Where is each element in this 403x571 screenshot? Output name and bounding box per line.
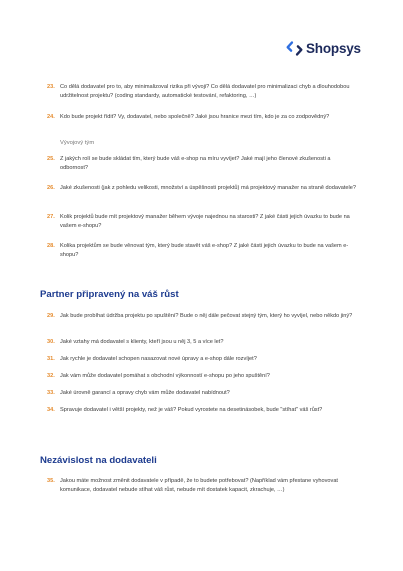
question-number: 27. (47, 214, 55, 220)
section-title-independence: Nezávislost na dodavateli (40, 455, 157, 466)
shopsys-logo-icon (286, 40, 303, 57)
question-35 (47, 477, 359, 494)
question-text: Kolik projektů bude mít projektový manažer během vývoje najednou na starosti? Z jaké části jejich úvazku to bude na vašem e-shopu? (60, 214, 350, 229)
question-text: Jaké zkušenosti (jak z pohledu velikosti, množství a úspěšnosti projektů) má projektový manažer na straně dodavatele? (60, 185, 356, 191)
question-26 (47, 184, 359, 193)
question-text: Jaké úrovně garancí a opravy chyb vám může dodavatel nabídnout? (60, 390, 230, 396)
question-29 (47, 312, 359, 321)
question-text: Jak rychle je dodavatel schopen nasazovat nové úpravy a e-shop dále rozvíjet? (60, 356, 257, 362)
question-28 (47, 242, 359, 259)
question-33 (47, 389, 359, 398)
question-text: Spravuje dodavatel i větší projekty, než je váš? Pokud vyrostete na desetinásobek, bude "stíhat" váš růst? (60, 407, 323, 413)
question-number: 32. (47, 373, 55, 379)
question-30 (47, 338, 359, 347)
question-number: 35. (47, 478, 55, 484)
question-text: Jaké vztahy má dodavatel s klienty, kteří jsou u něj 3, 5 a více let? (60, 339, 224, 345)
question-text: Kdo bude projekt řídit? Vy, dodavatel, nebo společně? Jaké jsou hranice mezi tím, kdo je za co zodpovědný? (60, 114, 330, 120)
question-text: Kolika projektům se bude věnovat tým, který bude stavět váš e-shop? Z jaké části jejich úvazku to bude na vašem e-shopu? (60, 243, 349, 258)
question-31 (47, 355, 359, 364)
question-text: Jak bude probíhat údržba projektu po spuštění? Bude o něj dále pečovat stejný tým, který ho vyvíjel, nebo někdo jiný? (60, 313, 353, 319)
question-number: 29. (47, 313, 55, 319)
question-number: 28. (47, 243, 55, 249)
question-number: 25. (47, 156, 55, 162)
question-25 (47, 155, 359, 172)
question-text: Z jakých rolí se bude skládat tím, který bude váš e-shop na míru vyvíjet? Jaké mají jeho členové zkušenosti a odbornost? (60, 156, 331, 171)
question-number: 23. (47, 84, 55, 90)
question-number: 31. (47, 356, 55, 362)
question-32 (47, 372, 359, 381)
question-text: Co dělá dodavatel pro to, aby minimalizoval rizika při vývoji? Co dělá dodavatel pro minimalizaci chyb a dlouhodobou udržitelnost projektu? (coding standardy, automatické testování, refaktoring, …) (60, 84, 350, 99)
question-number: 33. (47, 390, 55, 396)
question-number: 34. (47, 407, 55, 413)
question-number: 30. (47, 339, 55, 345)
question-34 (47, 406, 359, 415)
question-text: Jak vám může dodavatel pomáhat s obchodní výkonností e-shopu po jeho spuštění? (60, 373, 270, 379)
question-23 (47, 83, 359, 100)
section-title-partner: Partner připravený na váš růst (40, 289, 179, 300)
subheading-team: Vývojový tým (60, 140, 95, 146)
question-text: Jakou máte možnost změnit dodavatele v případě, že to budete potřebovat? (Například vám přestane vyhovovat komunikace, dodavatel nebude stíhat váš růst, nebude mít dostatek kapacit, zkrachuje, …) (60, 478, 338, 493)
logo-text: Shopsys (306, 41, 361, 56)
question-number: 24. (47, 114, 55, 120)
shopsys-logo (286, 40, 361, 57)
question-number: 26. (47, 185, 55, 191)
question-27 (47, 213, 359, 230)
question-24 (47, 113, 359, 122)
